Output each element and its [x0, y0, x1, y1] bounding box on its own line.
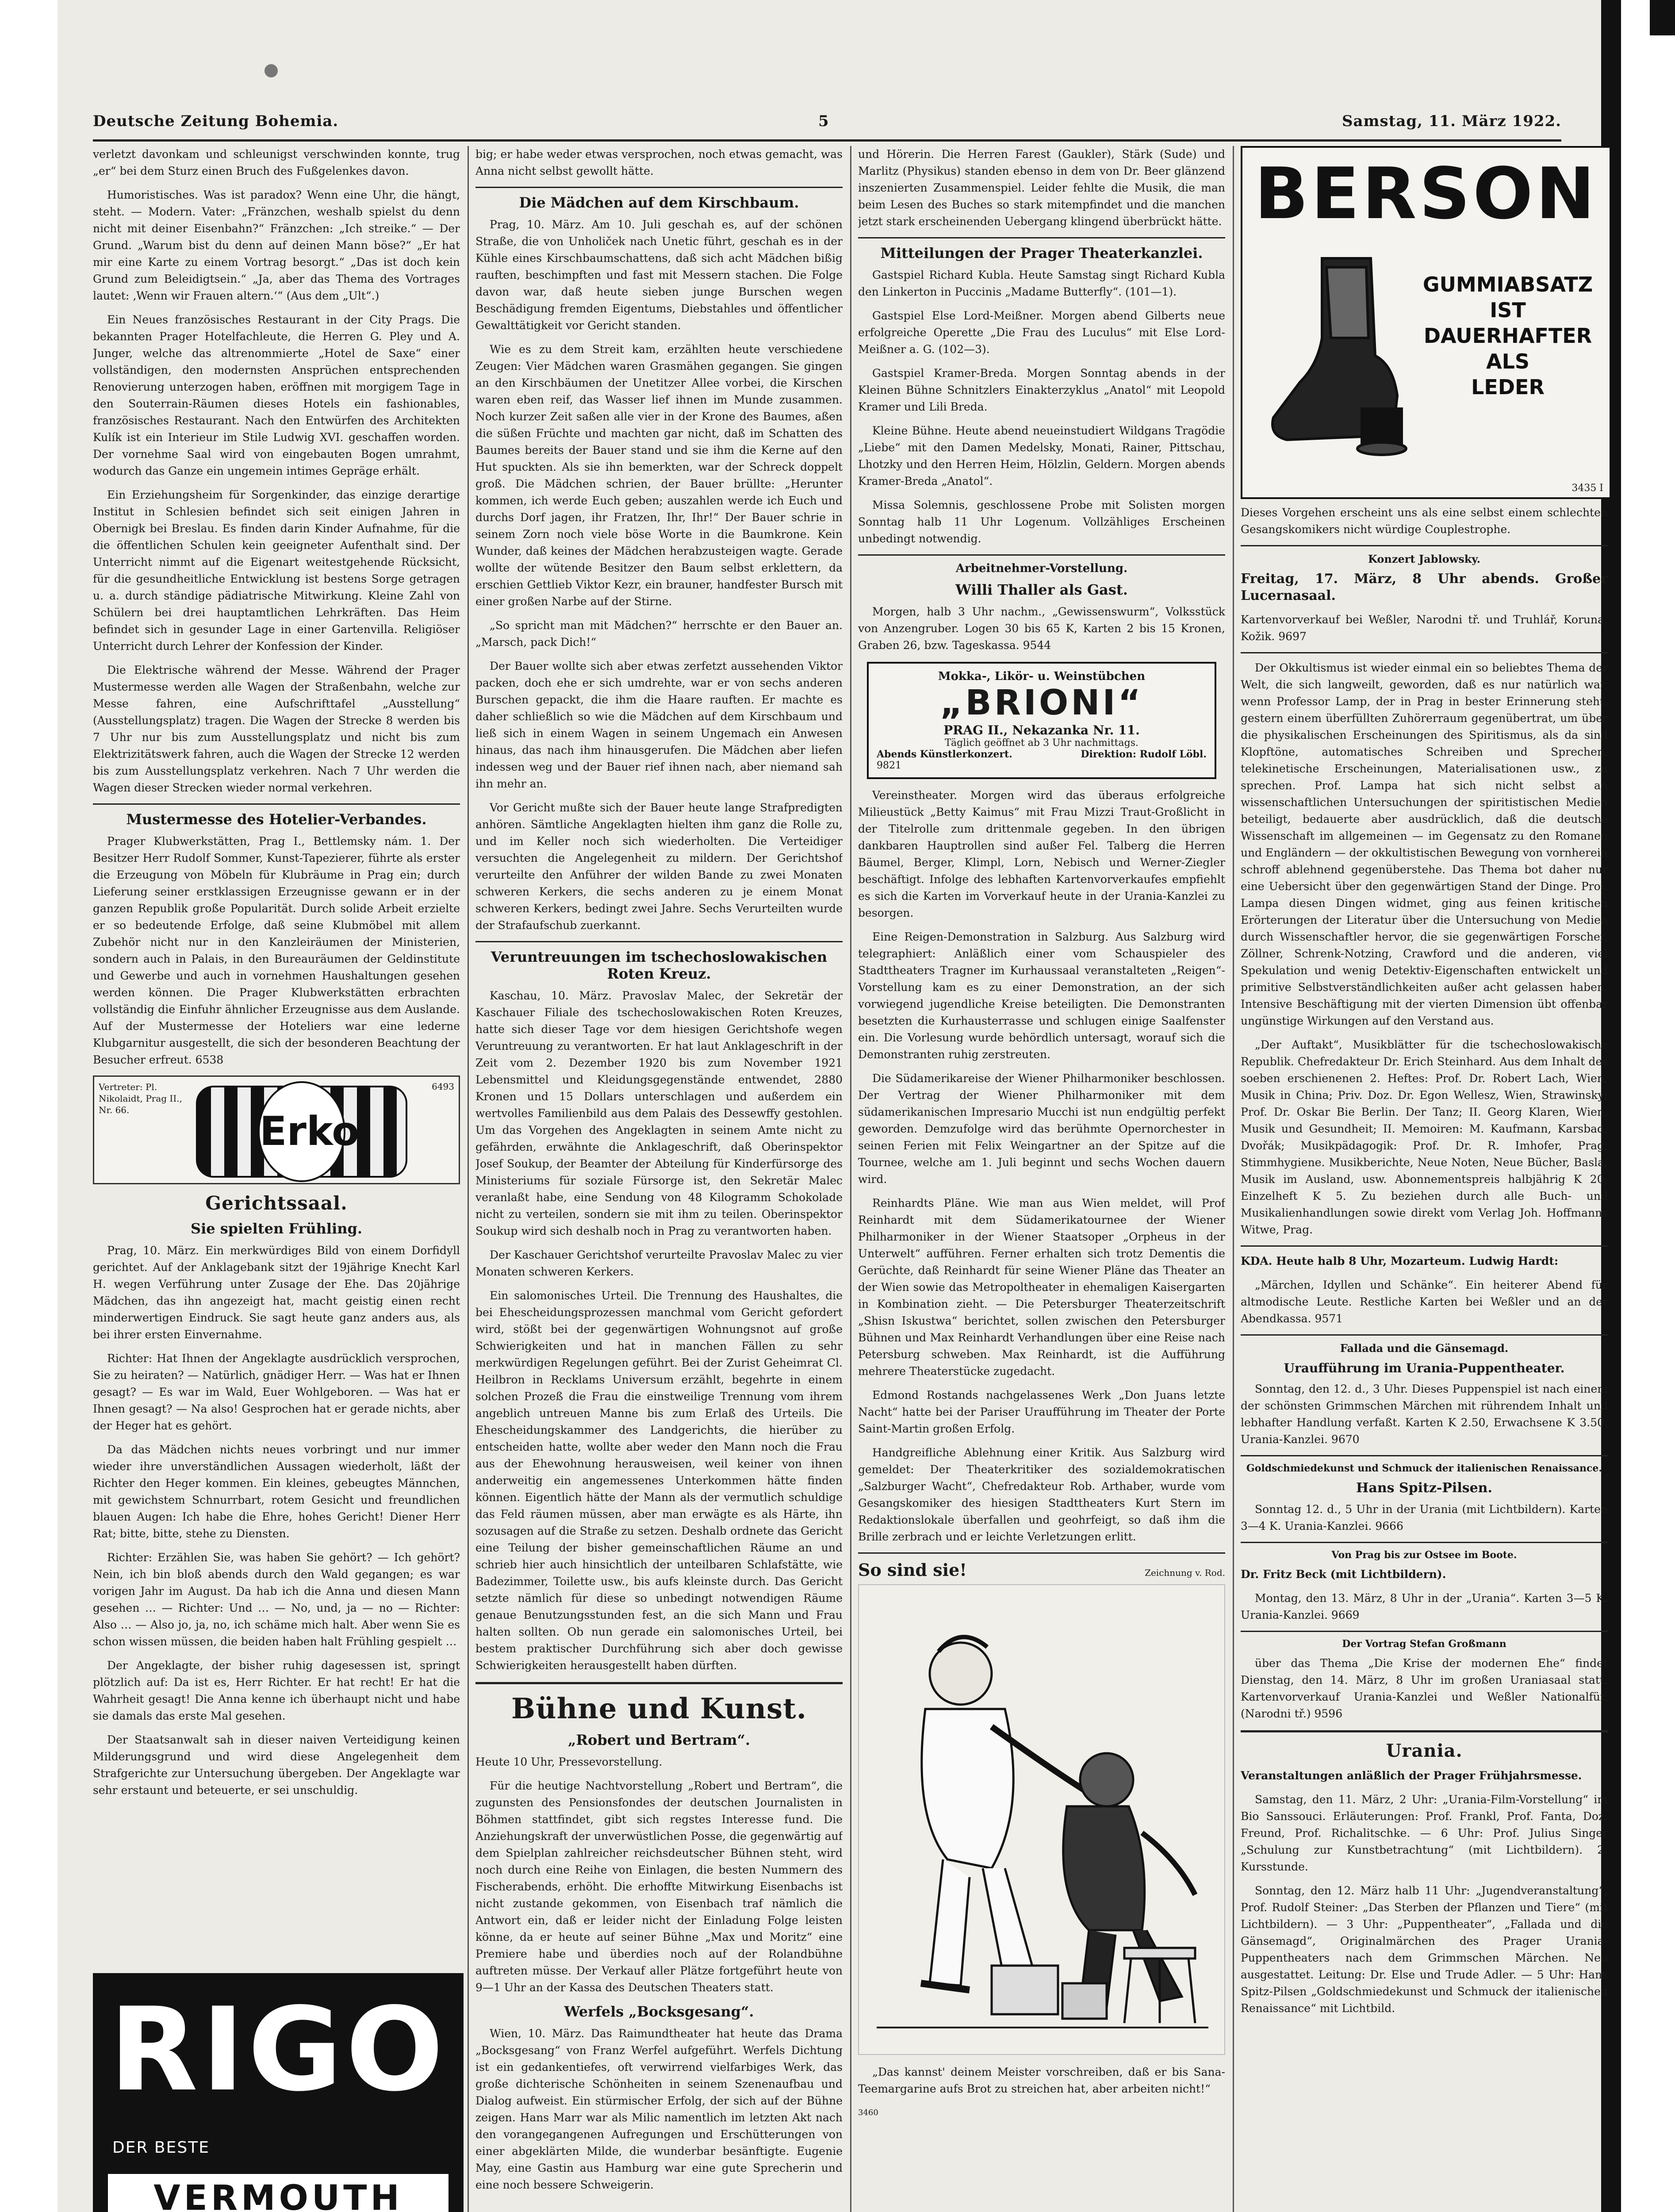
masthead-title: Deutsche Zeitung Bohemia.	[93, 112, 339, 130]
slogan-line: GUMMIABSATZ	[1422, 273, 1593, 296]
erko-ad	[93, 1075, 460, 1184]
event-beck: Dr. Fritz Beck (mit Lichtbildern).	[1241, 1568, 1446, 1581]
brioni-address: PRAG II., Nekazanka Nr. 11.	[943, 723, 1140, 737]
brioni-logo: „BRIONI“	[940, 683, 1143, 723]
divider	[475, 1682, 843, 1684]
article-text: Reinhardts Pläne. Wie man aus Wien meldet, will Prof Reinhardt mit dem Südamerikatournee der Wiener Philharmoniker in der Wiener Staatsoper „Orpheus in der Unterwelt“ aufführen. Ferner erhalten sich trotz Dementis die Gerüchte, daß Reinhardt für seine Wiener Pläne das Theater an der Wien sowie das Metropoltheater in ehemaligen Kaisergarten in Kombination zieht. — Die Petersburger Theaterzeitschrift „Shisn Iskustwa“ berichtet, sollen zwischen den Petersburger Bühnen und Max Reinhardt Verhandlungen über eine Reise nach Petersburg schweben. Max Reinhardt, ist die Aufführung mehrere Theaterstücke zugedacht.	[858, 1197, 1225, 1378]
divider	[1241, 1542, 1608, 1543]
article-text: Der Angeklagte, der bisher ruhig dagesessen ist, springt plötzlich auf: Da ist es, Herr Richter. Er hat recht! Er hat die Wahrheit gesagt! Die Anna kenne ich überhaupt nicht und habe sie damals das erste Mal gesehen.	[93, 1659, 460, 1722]
brioni-subtitle: Mokka-, Likör- u. Weinstübchen	[938, 670, 1146, 683]
article-humor: Humoristisches. Was ist paradox? Wenn eine Uhr, die hängt, steht. — Modern. Vater: „Fränzchen, weshalb spielst du denn nicht mit deiner Eisenbahn?“ Fränzchen: „Ich streike.“ — Der Grund. „Warum bist du denn auf deinen Mann böse?“ „Er hat mir eine Karte zu einem Vortrag besorgt.“ „Das ist doch kein Grund zum Beleidigtsein.“ „Ja, aber das Thema des Vortrages lautet: ‚Wenn wir Frauen altern.‘“ (Aus dem „Ult“.)	[93, 188, 460, 302]
divider	[475, 187, 843, 188]
berson-logo: BERSON	[1254, 152, 1598, 235]
article-erziehungsheim: Ein Erziehungsheim für Sorgenkinder, das einzige derartige Institut in Schlesien befindet sich seit einigen Jahren in Obernigk bei Breslau. Es finden darin Kinder Aufnahme, für die die öffentlichen Schulen kein geeigneter Aufenthalt sind. Der Unterricht nimmt auf die Eigenart weitestgehende Rücksicht, für die gesundheitliche Entwicklung ist bestens Sorge getragen u. a. durch ständige pädiatrische Mitwirkung. Kleine Zahl von Schülern bei drei hauptamtlichen Lehrkräften. Das Heim befindet sich in gesunder Lage in einer Gartenvilla. Religiöser Unterricht durch Lehrer der Konfession der Kinder.	[93, 488, 460, 653]
article-text: Prag, 10. März. Am 10. Juli geschah es, auf der schönen Straße, die von Unholiček nach Unetic führt, geschah es in der Kühle eines Kirschbaumschattens, daß sich acht Mädchen bißig rauften, beschimpften und fast mit Messern stachen. Die Folge davon war, daß heute sieben junge Burschen wegen Beschädigung fremden Eigentums, Diebstahles und öffentlicher Gewalttätigkeit vor Gericht standen.	[475, 218, 843, 332]
divider	[1241, 1245, 1608, 1247]
slogan-line: IST	[1490, 298, 1526, 322]
article-text: Richter: Erzählen Sie, was haben Sie gehört? — Ich gehört? Nein, ich bin bloß abends durch den Wald gegangen; es war vorigen Jahr im August. Da hab ich die Anna und diesen Mann gesehen … — Richter: Und … — No, und, ja — no — Richter: Also … — Also jo, ja, no, ich schäme mich halt. Aber wenn Sie es schon wissen müssen, die beiden haben halt Frühling gespielt …	[93, 1551, 460, 1648]
divider	[858, 554, 1225, 556]
article-text: big; er habe weder etwas versprochen, noch etwas gemacht, was Anna nicht selbst gewollt hätte.	[475, 148, 843, 177]
brioni-ad	[867, 662, 1216, 779]
headline-fallada: Fallada und die Gänsemagd.	[1340, 1342, 1509, 1355]
section-gerichtssaal: Gerichtssaal.	[205, 1192, 348, 1214]
article-text: Sonntag 12. d., 5 Uhr in der Urania (mit Lichtbildern). Karten 3—4 K. Urania-Kanzlei. 9666	[1241, 1503, 1608, 1532]
article-text: Missa Solemnis, geschlossene Probe mit Solisten morgen Sonntag halb 11 Uhr Logenum. Vollzähliges Erscheinen unbedingt notwendig.	[858, 499, 1225, 545]
headline-thaller: Willi Thaller als Gast.	[955, 581, 1128, 598]
rigo-logo: RIGO	[109, 1983, 447, 2117]
article-text: Dieses Vorgehen erscheint uns als eine selbst einem schlechten Gesangskomikers nicht würdige Couplestrophe.	[1241, 506, 1608, 536]
article-restaurant: Ein Neues französisches Restaurant in der City Prags. Die bekannten Prager Hotelfachleute, die Herren G. Pley und A. Junger, welche das altrenommierte „Hotel de Saxe“ einer vollständigen, den modernsten Ansprüchen entsprechenden Renovierung unterzogen haben, eröffnen mit morgigem Tage in den Souterrain-Räumen dieses Hotels ein fashionables, französisches Restaurant. Nach den Entwürfen des Architekten Kulík ist ein Interieur im Stile Ludwig XVI. geschaffen worden. Der vornehme Saal wird von eingebauten Bogen umrahmt, wodurch das Ganze ein ungemein intimes Gepräge erhält.	[93, 313, 460, 477]
article-text: Wie es zu dem Streit kam, erzählten heute verschiedene Zeugen: Vier Mädchen waren Grasmähen gegangen. Sie gingen an den Kirschbäumen der Unetitzer Allee vorbei, die Kirschen waren eben reif, das Wasser lief ihnen im Munde zusammen. Noch kurzer Zeit saßen alle vier in der Krone des Baumes, aßen die süßen Früchte und machten gar nicht, daß im Schatten des Baumes bereits der Bauer stand und sie ihm die Kerne auf den Hut spuckten. Als sie ihn bemerkten, war der Schreck doppelt groß. Die Mädchen schrien, der Bauer brüllte: „Herunter kommen, ich werde Euch geben; auszahlen werde ich Euch und durchs Dorf jagen, ihr Fratzen, Ihr, Ihr!“ Der Bauer schrie in seinem Zorn noch viele böse Worte in die Baumkrone. Kein Wunder, daß keines der Mädchen herabzusteigen wagte. Gerade wollte der wütende Besitzer den Baum selbst erklettern, da erschien Gettlieb Viktor Kezr, ein brauner, handfester Bursch mit einer großen Narbe auf der Stirne.	[475, 343, 843, 608]
column-4	[1241, 504, 1608, 2212]
column-rule	[850, 146, 851, 2212]
headline-goldschmiede: Goldschmiedekunst und Schmuck der italienischen Renaissance.	[1246, 1463, 1602, 1474]
headline-robert-bertram: „Robert und Bertram“.	[568, 1732, 750, 1748]
article-text: über das Thema „Die Krise der modernen Ehe“ findet Dienstag, den 14. März, 8 Uhr im großen Uraniasaal statt. Kartenvorverkauf Urania-Kanzlei und Weßler Nationalfür. (Narodni tř.) 9596	[1241, 1657, 1608, 1720]
article-text: „Märchen, Idyllen und Schänke“. Ein heiterer Abend für altmodische Leute. Restliche Karten bei Weßler und an der Abendkassa. 9571	[1241, 1279, 1608, 1325]
divider	[475, 941, 843, 942]
column-rule	[468, 146, 469, 2212]
article-text: Samstag, den 11. März, 2 Uhr: „Urania-Film-Vorstellung“ im Bio Sanssouci. Erläuterungen: Prof. Frankl, Prof. Fanta, Doz. Freund, Prof. Richalitschke. — 6 Uhr: Prof. Julius Singer „Schulung zur Kunstbetrachtung“ (mit Lichtbildern). 2. Kursstunde.	[1241, 1793, 1608, 1873]
headline-bocksgesang: Werfels „Bocksgesang“.	[564, 2003, 754, 2020]
article-text: Vereinstheater. Morgen wird das überaus erfolgreiche Milieustück „Betty Kaimus“ mit Frau Mizzi Traut-Großlicht in der Titelrolle zum drittenmale gegeben. In den übrigen dankbaren Hauptrollen sind außer Fel. Talberg die Herren Bäumel, Berger, Klimpl, Lorn, Nebisch und Werner-Ziegler beschäftigt. Infolge des lebhaften Kartenvorverkaufes empfiehlt es sich die Karten im Vorverkauf heute in der Urania-Kanzlei zu besorgen.	[858, 789, 1225, 919]
boot-heel-image	[1260, 250, 1411, 462]
cartoon-illustration	[858, 1584, 1225, 2055]
article-text: Gastspiel Else Lord-Meißner. Morgen abend Gilberts neue erfolgreiche Operette „Die Frau des Luculus“ mit Else Lord-Meißner a. G. (102—3).	[858, 309, 1225, 356]
divider	[1241, 1455, 1608, 1456]
divider	[1241, 545, 1608, 546]
article-text: Der Kaschauer Gerichtshof verurteilte Pravoslav Malec zu vier Monaten schweren Kerkers.	[475, 1248, 843, 1278]
brioni-direction: Direktion: Rudolf Löbl.	[1081, 749, 1207, 760]
divider	[858, 237, 1225, 238]
cartoon-title: So sind sie!	[858, 1560, 967, 1580]
erko-logo: Erko	[258, 1081, 345, 1182]
brioni-concert: Abends Künstlerkonzert.	[877, 749, 1012, 760]
article-text: „So spricht man mit Mädchen?“ herrschte er den Bauer an. „Marsch, pack Dich!“	[475, 619, 843, 649]
divider	[858, 1552, 1225, 1554]
section-buehne-kunst: Bühne und Kunst.	[511, 1692, 807, 1725]
headline-ostsee: Von Prag bis zur Ostsee im Boote.	[1331, 1549, 1517, 1561]
slogan-line: DAUERHAFTER	[1423, 324, 1592, 348]
article-text: Kartenvorverkauf bei Weßler, Narodni tř. und Truhlář, Koruna, Kožik. 9697	[1241, 613, 1608, 643]
rigo-vermouth-ad	[93, 1973, 464, 2212]
article-okkultismus: Der Okkultismus ist wieder einmal ein so beliebtes Thema der Welt, die sich langweilt, geworden, daß es nur natürlich war, wenn Professor Lamp, der in Prag in bester Erinnerung steht, gestern einem überfüllten Zuhörerraum gegenübertrat, um über die physikalischen Erscheinungen des Spiritismus, als da sind Klopftöne, automatisches Schreiben und Sprechen, telekinetische Erscheinungen, Materialisationen usw., zu sprechen. Prof. Lampa hat sich nicht selbst an wissenschaftlichen Untersuchungen der spiritistischen Medien beteiligt, bedauerte aber ausdrücklich, daß die deutsche Wissenschaft im allgemeinen — im Gegensatz zu den Romanen und Engländern — der okkultistischen Bewegung von vornherein schroff ablehnend gegenüberstehe. Das Thema bot daher nur eine Uebersicht über den gegenwärtigen Stand der Dinge. Prof. Lampa diesen Dingen widmet, ging aus feinen kritischen Erörterungen der Literatur über die Untersuchung von Medien durch Wissenschaftler hervor, die sie gegenwärtigen Forscher, Zöllner, Schrenk-Notzing, Crawford und die anderen, viel Spekulation und wenig Detektiv-Eigenschaften entwickelt und primitive Selbstverständlichkeiten außer acht gelassen haben. Intensive Beschäftigung mit der vierten Dimension übt offenbar ungünstige Wirkungen auf den Verstand aus.	[1241, 661, 1608, 1027]
column-3	[858, 146, 1225, 2212]
page-header	[93, 106, 1561, 137]
cartoon-header	[858, 1560, 1225, 1580]
article-text: Kaschau, 10. März. Pravoslav Malec, der Sekretär der Kaschauer Filiale des tschechoslowakischen Roten Kreuzes, hatte sich dieser Tage vor dem hiesigen Gerichtshofe wegen Veruntreuung zu verantworten. Er hat laut Anklageschrift in der Zeit vom 2. Dezember 1920 bis zum November 1921 Lebensmittel und Kleidungsgegenstände entwendet, 2880 Kronen und 15 Dollars unterschlagen und außerdem ein wertvolles Familienbild aus dem Palais des Dessewffy gestohlen. Um das Vorgehen des Angeklagten in seinem Amte nicht zu gefährden, erwähnte die Anklageschrift, daß Oberinspektor Josef Soukup, der Beamter der Abteilung für Kinderfürsorge des Ministeriums für soziale Fürsorge ist, den Sekretär Malec veranlaßt habe, eine Sendung von 48 Kilogramm Schokolade nicht zu verteilen, sondern sie mit ihm zu teilen. Oberinspektor Soukup wird sich deshalb noch in Prag zu verantworten haben.	[475, 989, 843, 1237]
event-hardt: KDA. Heute halb 8 Uhr, Mozarteum. Ludwig Hardt:	[1241, 1255, 1559, 1267]
article-text: Ein salomonisches Urteil. Die Trennung des Haushaltes, die bei Ehescheidungsprozessen manchmal vom Gericht gefordert wird, stößt bei der gegenwärtigen Wohnungsnot auf große Schwierigkeiten und hat in manchen Fällen zu sehr merkwürdigen Regelungen geführt. Bei der Zurist Geheimrat Cl. Heilbron in Recklams Universum erzählt, begehrte in einem solchen Prozeß die Frau die einstweilige Trennung vom ihrem angeblich untreuen Manne bis zum Erlaß des Urteils. Die Ehescheidungskammer des Landgerichts, die hierüber zu entscheiden hatte, wollte aber weder den Mann noch die Frau aus der Ehewohnung herausweisen, weil keiner von ihnen anderweitig ein angemessenes Unterkommen hätte finden können. Eigentlich hätte der Mann als der vermutlich schuldige das Feld räumen müssen, aber man erwägte es als Härte, ihn sozusagen auf die Straße zu setzen. Deshalb ordnete das Gericht eine Teilung der bisher gemeinschaftlichen Räume an und schrieb hier auch hinsichtlich der unteilbaren Schlafstätte, wie Badezimmer, Toilette usw., bis aufs kleinste durch. Das Gericht setzte nämlich für diese so unbedingt notwendigen Räume genaue Benutzungsstunden fest, an die sich Mann und Frau halten sollten. Ob nun gerade ein salomonisches Urteil, bei bestem praktischer Durchführung sich aber doch gewisse Schwierigkeiten herausgestellt haben dürften.	[475, 1289, 843, 1672]
headline-rotes-kreuz: Veruntreuungen im tschechoslowakischen Roten Kreuz.	[491, 949, 828, 982]
headline-fruehling: Sie spielten Frühling.	[190, 1220, 362, 1237]
article-text: Gastspiel Kramer-Breda. Morgen Sonntag abends in der Kleinen Bühne Schnitzlers Einakterzyklus „Anatol“ mit Leopold Kramer und Lili Breda.	[858, 367, 1225, 413]
page-number: 5	[818, 112, 829, 130]
cartoon-code: 3460	[858, 2108, 878, 2117]
headline-kirschbaum: Die Mädchen auf dem Kirschbaum.	[519, 194, 799, 211]
divider	[1241, 1730, 1608, 1732]
berson-slogan	[1415, 272, 1601, 400]
erko-ad-agent: Vertreter: Pl. Nikolaidt, Prag II., Nr. 66.	[99, 1082, 182, 1115]
article-text: Der Bauer wollte sich aber etwas zerfetzt aussehenden Viktor packen, doch ehe er sich umdrehte, war er von sechs anderen Burschen gepackt, die ihm die Haare rauften. Er machte es daher schließlich so wie die Mädchen auf dem Kirschbaum und ließ sich in einem Wagen in seinem Ungemach ein Anwesen hinaus, das nach ihm hinausgerufen. Die Mädchen aber liefen indessen weg und der Bauer rief ihnen nach, aber niemand sah ihn mehr an.	[475, 660, 843, 790]
article-klubwerkstaetten: Prager Klubwerkstätten, Prag I., Bettlemsky nám. 1. Der Besitzer Herr Rudolf Sommer, Kunst-Tapezierer, führte als erster die Erzeugung von Möbeln für Klubräume in Prag ein; durch Lieferung seiner erstklassigen Erzeugnisse gewann er in der ganzen Republik große Popularität. Durch solide Arbeit erzielte er so bedeutende Erfolge, daß seine Klubmöbel mit allem Zubehör nicht nur in den Kanzleiräumen der Ministerien, sondern auch in Palais, in den Bureauräumen der Geldinstitute und Gewerbe und auch in vornehmen Haushaltungen gesehen werden können. Die Prager Klubwerkstätten erbrachten vollständig die Einfuhr ähnlicher Erzeugnisse aus dem Auslande. Auf der Mustermesse der Hoteliers war eine lederne Klubgarnitur ausgestellt, die sich der besonderen Beachtung der Besucher erfreut. 6538	[93, 835, 460, 1066]
article-dateline: Heute 10 Uhr, Pressevorstellung.	[475, 1755, 663, 1768]
urania-subhead: Veranstaltungen anläßlich der Prager Frühjahrsmesse.	[1241, 1769, 1582, 1782]
article-text: Sonntag, den 12. d., 3 Uhr. Dieses Puppenspiel ist nach einem der schönsten Grimmschen Märchen mit rührendem Inhalt und lebhafter Handlung verfaßt. Karten K 2.50, Erwachsene K 3.50. Urania-Kanzlei. 9670	[1241, 1382, 1608, 1446]
article-text: verletzt davonkam und schleunigst verschwinden konnte, trug „er“ bei dem Sturz einen Bruch des Fußgelenkes davon.	[93, 148, 460, 177]
headline-mustermesse: Mustermesse des Hotelier-Verbandes.	[126, 811, 427, 828]
divider	[1241, 1631, 1608, 1632]
berson-ad-code: 3435 I	[1572, 483, 1603, 494]
article-text: Die Südamerikareise der Wiener Philharmoniker beschlossen. Der Vertrag der Wiener Philharmoniker mit dem südamerikanischen Impresario Mucchi ist nun endgültig perfekt geworden. Demzufolge wird das berühmte Opernorchester in seinen Ferien mit Felix Weingartner an der Spitze auf die Tournee, welche am 1. Juli beginnt und sechs Wochen dauern wird.	[858, 1072, 1225, 1186]
article-text: und Hörerin. Die Herren Farest (Gaukler), Stärk (Sude) und Marlitz (Physikus) standen ebenso in dem von Dr. Beer glänzend inszenierten Zusammenspiel. Leider fehlte die Musik, die man beim Lesen des Buches so stark mitempfindet und die manchen jetzt stark erscheinenden Uebergang klingend überbrückt hätte.	[858, 148, 1225, 228]
article-text: Prag, 10. März. Ein merkwürdiges Bild von einem Dorfidyll gerichtet. Auf der Anklagebank sitzt der 19jährige Knecht Karl H. wegen Verführung unter Zusage der Ehe. Das 20jährige Mädchen, das ihn angezeigt hat, macht geistig einen recht minderwertigen Eindruck. Sie sagt heute ganz anders aus, als bei ihrer ersten Einvernahme.	[93, 1244, 460, 1341]
article-text: Montag, den 13. März, 8 Uhr in der „Urania“. Karten 3—5 K. Urania-Kanzlei. 9669	[1241, 1592, 1608, 1621]
article-text: Sonntag, den 12. März halb 11 Uhr: „Jugendveranstaltung“, Prof. Rudolf Steiner: „Das Sterben der Pflanzen und Tiere“ (mit Lichtbildern). — 3 Uhr: „Puppentheater“, „Fallada und die Gänsemagd“, Originalmärchen des Prager Urania-Puppentheaters nach dem Grimmschen Märchen. Neu ausgestattet. Leitung: Dr. Else und Trude Adler. — 5 Uhr: Hans Spitz-Pilsen „Goldschmiedekunst und Schmuck der italienischen Renaissance“ mit Lichtbild.	[1241, 1884, 1608, 2015]
article-text: Eine Reigen-Demonstration in Salzburg. Aus Salzburg wird telegraphiert: Anläßlich einer vom Schauspieler des Stadttheaters Tragner im Kurhaussaal veranstalteten „Reigen“-Vorstellung kam es zu einer Demonstration, an der sich vorwiegend jugendliche Kreise beteiligten. Die Demonstranten besetzten die Kurhausterrasse und schlugen einige Saalfenster ein. Die Vorlesung wurde behördlich untersagt, worauf sich die Demonstranten ruhig zerstreuten.	[858, 930, 1225, 1061]
brioni-footer	[877, 749, 1207, 760]
header-rule	[93, 139, 1561, 142]
berson-ad	[1241, 146, 1611, 499]
scan-edge-corner	[1650, 0, 1675, 35]
erko-ad-code: 6493	[432, 1081, 454, 1092]
slogan-line: ALS	[1486, 349, 1530, 373]
brioni-hours: Täglich geöffnet ab 3 Uhr nachmittags.	[944, 737, 1139, 749]
article-elektrische: Die Elektrische während der Messe. Während der Prager Mustermesse werden alle Wagen der Straßenbahn, welche zur Messe fahren, eine Aufschrifttafel „Ausstellung“ (Ausstellungsplatz) tragen. Die Wagen der Strecke 8 werden bis 7 Uhr nur bis zum Ausstellungsplatz und nicht bis zum Elektrizitätswerk fahren, auch die Wagen der Strecke 12 werden bis zum Ausstellungsplatz verkehren. Nach 7 Uhr werden die Wagen dieser Strecken wieder normal verkehren.	[93, 664, 460, 794]
rigo-tagline: DER BESTE	[112, 2139, 210, 2157]
issue-date: Samstag, 11. März 1922.	[1342, 112, 1561, 130]
cartoon-drawing	[859, 1585, 1224, 2052]
article-text: Der Staatsanwalt sah in dieser naiven Verteidigung keinen Milderungsgrund und wird diese Angelegenheit dem Strafgerichte zur Untersuchung übergeben. Der Angeklagte war sehr erstaunt und beteuerte, er sei unschuldig.	[93, 1733, 460, 1797]
column-1	[93, 146, 460, 2212]
column-rule	[1233, 146, 1234, 2212]
article-text: Gastspiel Richard Kubla. Heute Samstag singt Richard Kubla den Linkerton in Puccinis „Madame Butterfly“. (101—1).	[858, 269, 1225, 298]
headline-theaterkanzlei: Mitteilungen der Prager Theaterkanzlei.	[880, 245, 1203, 261]
divider	[1241, 652, 1608, 653]
punch-hole	[264, 64, 278, 77]
divider	[1241, 1334, 1608, 1336]
headline-konzert: Konzert Jablowsky.	[1368, 553, 1480, 565]
article-text: Wien, 10. März. Das Raimundtheater hat heute das Drama „Bocksgesang“ von Franz Werfel aufgeführt. Werfels Dichtung ist ein gedankentiefes, oft verwirrend vielfarbiges Werk, das große dichterische Schönheiten in seinem Szenenaufbau und Dialog aufweist. Ein stürmischer Erfolg, der sich auf der Bühne zeigen. Hans Marr war als Milic namentlich im letzten Akt nach den vorangegangenen Aufregungen und Erschütterungen von einer abgeklärten Milde, die wunderbar besänftigte. Eugenie May, eine Gastin aus Hamburg war eine gute Sprecherin und eine noch bessere Schweigerin.	[475, 2027, 843, 2191]
cartoon-caption: „Das kannst' deinem Meister vorschreiben, daß er bis Sana-Teemargarine aufs Brot zu streichen hat, aber arbeiten nicht!“	[858, 2066, 1225, 2095]
brioni-code: 9821	[877, 760, 901, 771]
article-text: Kleine Bühne. Heute abend neueinstudiert Wildgans Tragödie „Liebe“ mit den Damen Medelsky, Monati, Rainer, Pittschau, Lhotzky und den Herren Heim, Hölzlin, Geldern. Morgen abends Kramer-Breda „Anatol“.	[858, 424, 1225, 488]
rigo-product: VERMOUTH	[108, 2174, 448, 2212]
concert-date: Freitag, 17. März, 8 Uhr abends. Großer Lucernasaal.	[1241, 571, 1608, 603]
headline-puppentheater: Uraufführung im Urania-Puppentheater.	[1284, 1361, 1565, 1375]
slogan-line: LEDER	[1471, 375, 1545, 399]
article-text: Vor Gericht mußte sich der Bauer heute lange Strafpredigten anhören. Sämtliche Angeklagten hielten ihm ganz die Rolle zu, und im Keller noch sich wiederholten. Die Verteidiger versuchten die Angelegenheit zu mildern. Der Gerichtshof verurteilte den Anführer der wilden Bande zu zwei Monaten schweren Kerkers, die sechs anderen zu je einem Monat schweren Kerkers, bedingt zwei Jahre. Sechs Verurteilten wurde der Strafaufschub zuerkannt.	[475, 801, 843, 932]
section-urania: Urania.	[1386, 1740, 1463, 1761]
article-text: Morgen, halb 3 Uhr nachm., „Gewissenswurm“, Volksstück von Anzengruber. Logen 30 bis 65 K, Karten 2 bis 15 Kronen, Graben 26, bzw. Tageskassa. 9544	[858, 605, 1225, 652]
column-2	[475, 146, 843, 2212]
article-auftakt: „Der Auftakt“, Musikblätter für die tschechoslowakische Republik. Chefredakteur Dr. Erich Steinhard. Aus dem Inhalt des soeben erschienenen 2. Heftes: Prof. Dr. Robert Lach, Wien, Musik in China; Priv. Doz. Dr. Egon Wellesz, Wien, Strawinsky; Prof. Dr. Oskar Bie Berlin. Der Tanz; II. Georg Klaren, Wien, Musik und Gesundheit; II. Memoiren: M. Kaufmann, Karsbad, Dvořák; Musikpädagogik: Prof. Dr. R. Imhofer, Prag, Stimmhygiene. Musikberichte, Neue Noten, Neue Bücher, Basla, Musik im Ausland, usw. Abonnementspreis halbjährig K 20; Einzelheft K 5. Zu beziehen durch alle Buch- und Musikalienhandlungen sowie direkt vom Verlag Joh. Hoffmanns Witwe, Prag.	[1241, 1038, 1608, 1236]
article-text: Da das Mädchen nichts neues vorbringt und nur immer wieder ihre unverständlichen Aussagen wiederholt, läßt der Richter den Heger kommen. Ein kleines, gebeugtes Männchen, mit gewichstem Schnurrbart, rotem Gesicht und freundlichen blauen Augen: Ich habe die Ehre, hohes Gericht! Diener Herr Rat; bitte, bitte, stehe zu Diensten.	[93, 1443, 460, 1540]
divider	[93, 803, 460, 805]
cartoon-credit: Zeichnung v. Rod.	[1145, 1567, 1225, 1578]
headline-grossmann: Der Vortrag Stefan Großmann	[1342, 1638, 1506, 1650]
article-text: Handgreifliche Ablehnung einer Kritik. Aus Salzburg wird gemeldet: Der Theaterkritiker des sozialdemokratischen „Salzburger Wacht“, Chefredakteur Rob. Arthaber, wurde vom Gesangskomiker des hiesigen Stadttheaters Kurt Stern im Redaktionslokale überfallen und geohrfeigt, so daß ihm die Brille zerbrach und er leichte Verletzungen erlitt.	[858, 1446, 1225, 1543]
headline-spitz: Hans Spitz-Pilsen.	[1356, 1480, 1492, 1496]
headline-arbeitnehmer: Arbeitnehmer-Vorstellung.	[955, 562, 1128, 575]
article-text: Für die heutige Nachtvorstellung „Robert und Bertram“, die zugunsten des Pensionsfondes der deutschen Journalisten in Böhmen stattfindet, gibt sich regstes Interesse fund. Die Anziehungskraft der unverwüstlichen Posse, die gegenwärtig auf dem Spielplan zahlreicher reichsdeutscher Bühnen steht, wird noch durch eine Reihe von Einlagen, die besten Nummern des Fischerabends, erhöht. Die erhoffte Mitwirkung Eisenbachs ist nicht zustande gekommen, von Eisenbach traf nämlich die Antwort ein, daß er leider nicht der Einladung Folge leisten könne, da er heute auf seiner Bühne „Max und Moritz“ eine Premiere habe und überdies noch auf der Rolandbühne auftreten müsse. Der Verkauf aller Plätze fortgeführt heute von 9—1 Uhr an der Kassa des Deutschen Theaters statt.	[475, 1779, 843, 1994]
article-text: Edmond Rostands nachgelassenes Werk „Don Juans letzte Nacht“ hatte bei der Pariser Uraufführung im Theater der Porte Saint-Martin großen Erfolg.	[858, 1389, 1225, 1435]
article-text: Richter: Hat Ihnen der Angeklagte ausdrücklich versprochen, Sie zu heiraten? — Natürlich, gnädiger Herr. — Was hat er Ihnen gesagt? — Es war im Wald, Euer Wohlgeboren. — Was hat er Ihnen gesagt? — Na also! Gesprochen hat er gerade nichts, aber der Heger hat es gehört.	[93, 1352, 460, 1432]
